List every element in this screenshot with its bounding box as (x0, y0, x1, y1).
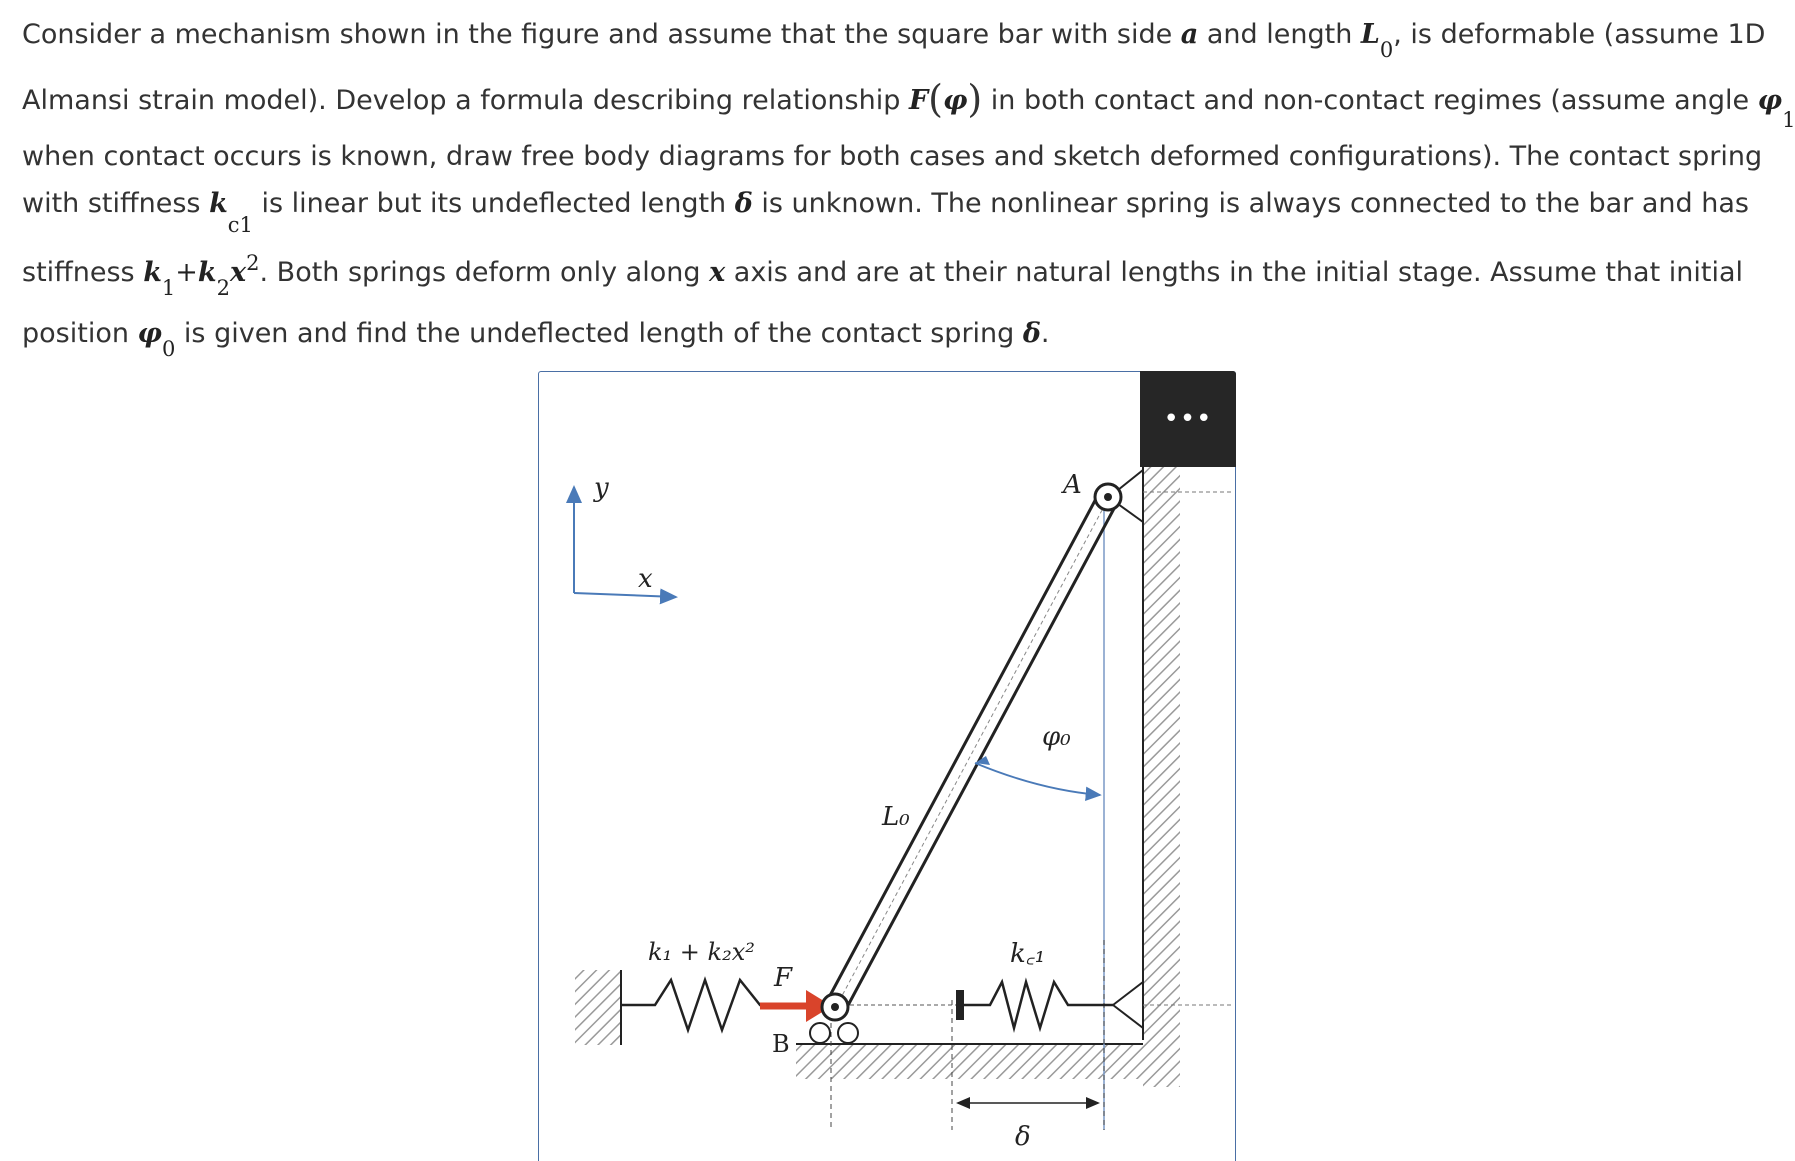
more-options-button[interactable]: ••• (1140, 371, 1236, 467)
problem-line-4: with stiffness $k_{c1}$ is linear but its undeflected length δ is unknown. The nonlinear spring is always connected to the bar and has (22, 188, 1749, 237)
gap-dimension (956, 1097, 1100, 1109)
floor (796, 1045, 1144, 1079)
point-a-label: A (1063, 470, 1082, 500)
x-axis-label: x (638, 564, 653, 594)
angle-label: φ₀ (1042, 722, 1071, 752)
problem-line-5: stiffness $k_1+k_2x^2$. Both springs deform only along x axis and are at their natural lengths in the initial stage. Assume that initial (22, 251, 1743, 300)
length-label: L₀ (882, 802, 910, 832)
y-axis-label: y (594, 473, 609, 503)
problem-line-2: Almansi strain model). Develop a formula describing relationship F(φ) in both contact and non-contact regimes (assume angle $\varphi_1$ (22, 77, 1795, 132)
angle-arc (975, 763, 1100, 795)
problem-line-1: Consider a mechanism shown in the figure and assume that the square bar with side a and length $L_0$, is deformable (assume 1D (22, 19, 1766, 62)
right-wall (1143, 467, 1180, 1087)
force-label: F (774, 963, 793, 993)
deformable-bar (826, 495, 1117, 1011)
axes (574, 487, 676, 597)
problem-line-3: when contact occurs is known, draw free body diagrams for both cases and sketch deformed configurations). The contact spring (22, 141, 1763, 172)
point-b-label: B (772, 1030, 790, 1058)
problem-line-6: position $\varphi_0$ is given and find the undeflected length of the contact spring δ. (22, 318, 1050, 361)
contact-spring (956, 982, 1143, 1028)
pin-a (1095, 470, 1143, 522)
nonlinear-spring-label: k₁ + k₂x² (648, 938, 755, 966)
left-wall (575, 970, 621, 1045)
contact-spring-label: k꜀₁ (1010, 939, 1046, 969)
gap-label: δ (1015, 1122, 1031, 1152)
